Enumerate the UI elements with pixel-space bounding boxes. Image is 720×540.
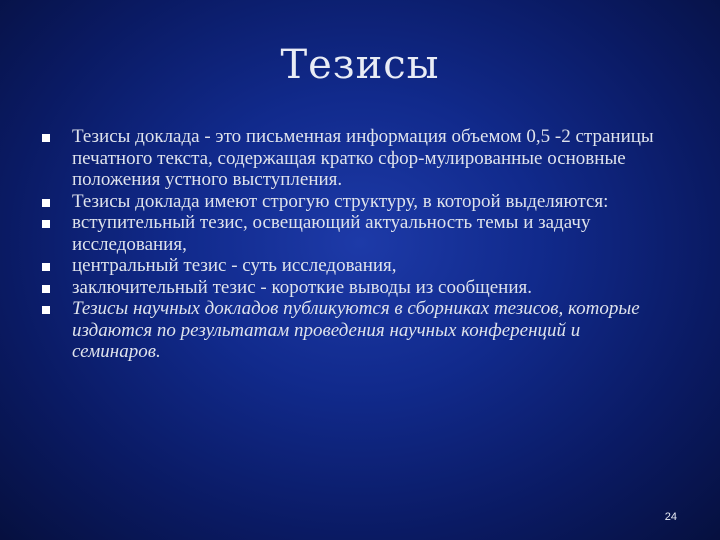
slide-title: Тезисы xyxy=(280,42,440,88)
bullet-item xyxy=(42,191,672,213)
bullet-text: - это письменная информация объемом 0,5 -2 страницы печатного текста, содержащая кратко сфор-мулированные основные положения устного выступления. xyxy=(72,126,654,190)
bullet-item xyxy=(42,212,672,255)
square-bullet-icon xyxy=(42,285,50,293)
square-bullet-icon xyxy=(42,306,50,314)
bullet-text: центральный тезис - суть исследования, xyxy=(72,255,397,276)
square-bullet-icon xyxy=(42,134,50,142)
square-bullet-icon xyxy=(42,199,50,207)
page-number: 24 xyxy=(664,511,677,523)
bullet-text: Тезисы доклада имеют строгую структуру, в которой выделяются: xyxy=(72,190,609,212)
bullet-item xyxy=(42,126,672,191)
bullet-item xyxy=(42,298,672,363)
bullet-list xyxy=(42,126,672,363)
bullet-item xyxy=(42,255,672,277)
square-bullet-icon xyxy=(42,263,50,271)
bullet-text: Тезисы научных докладов публикуются в сборниках тезисов, которые издаются по результатам проведения научных конференций и семинаров. xyxy=(72,298,640,362)
bullet-item xyxy=(42,277,672,299)
bullet-bold-text: Тезисы доклада xyxy=(72,126,200,147)
square-bullet-icon xyxy=(42,220,50,228)
bullet-text: заключительный тезис - короткие выводы из сообщения. xyxy=(72,276,533,298)
bullet-text: вступительный тезис, освещающий актуальность темы и задачу исследования, xyxy=(72,212,591,255)
